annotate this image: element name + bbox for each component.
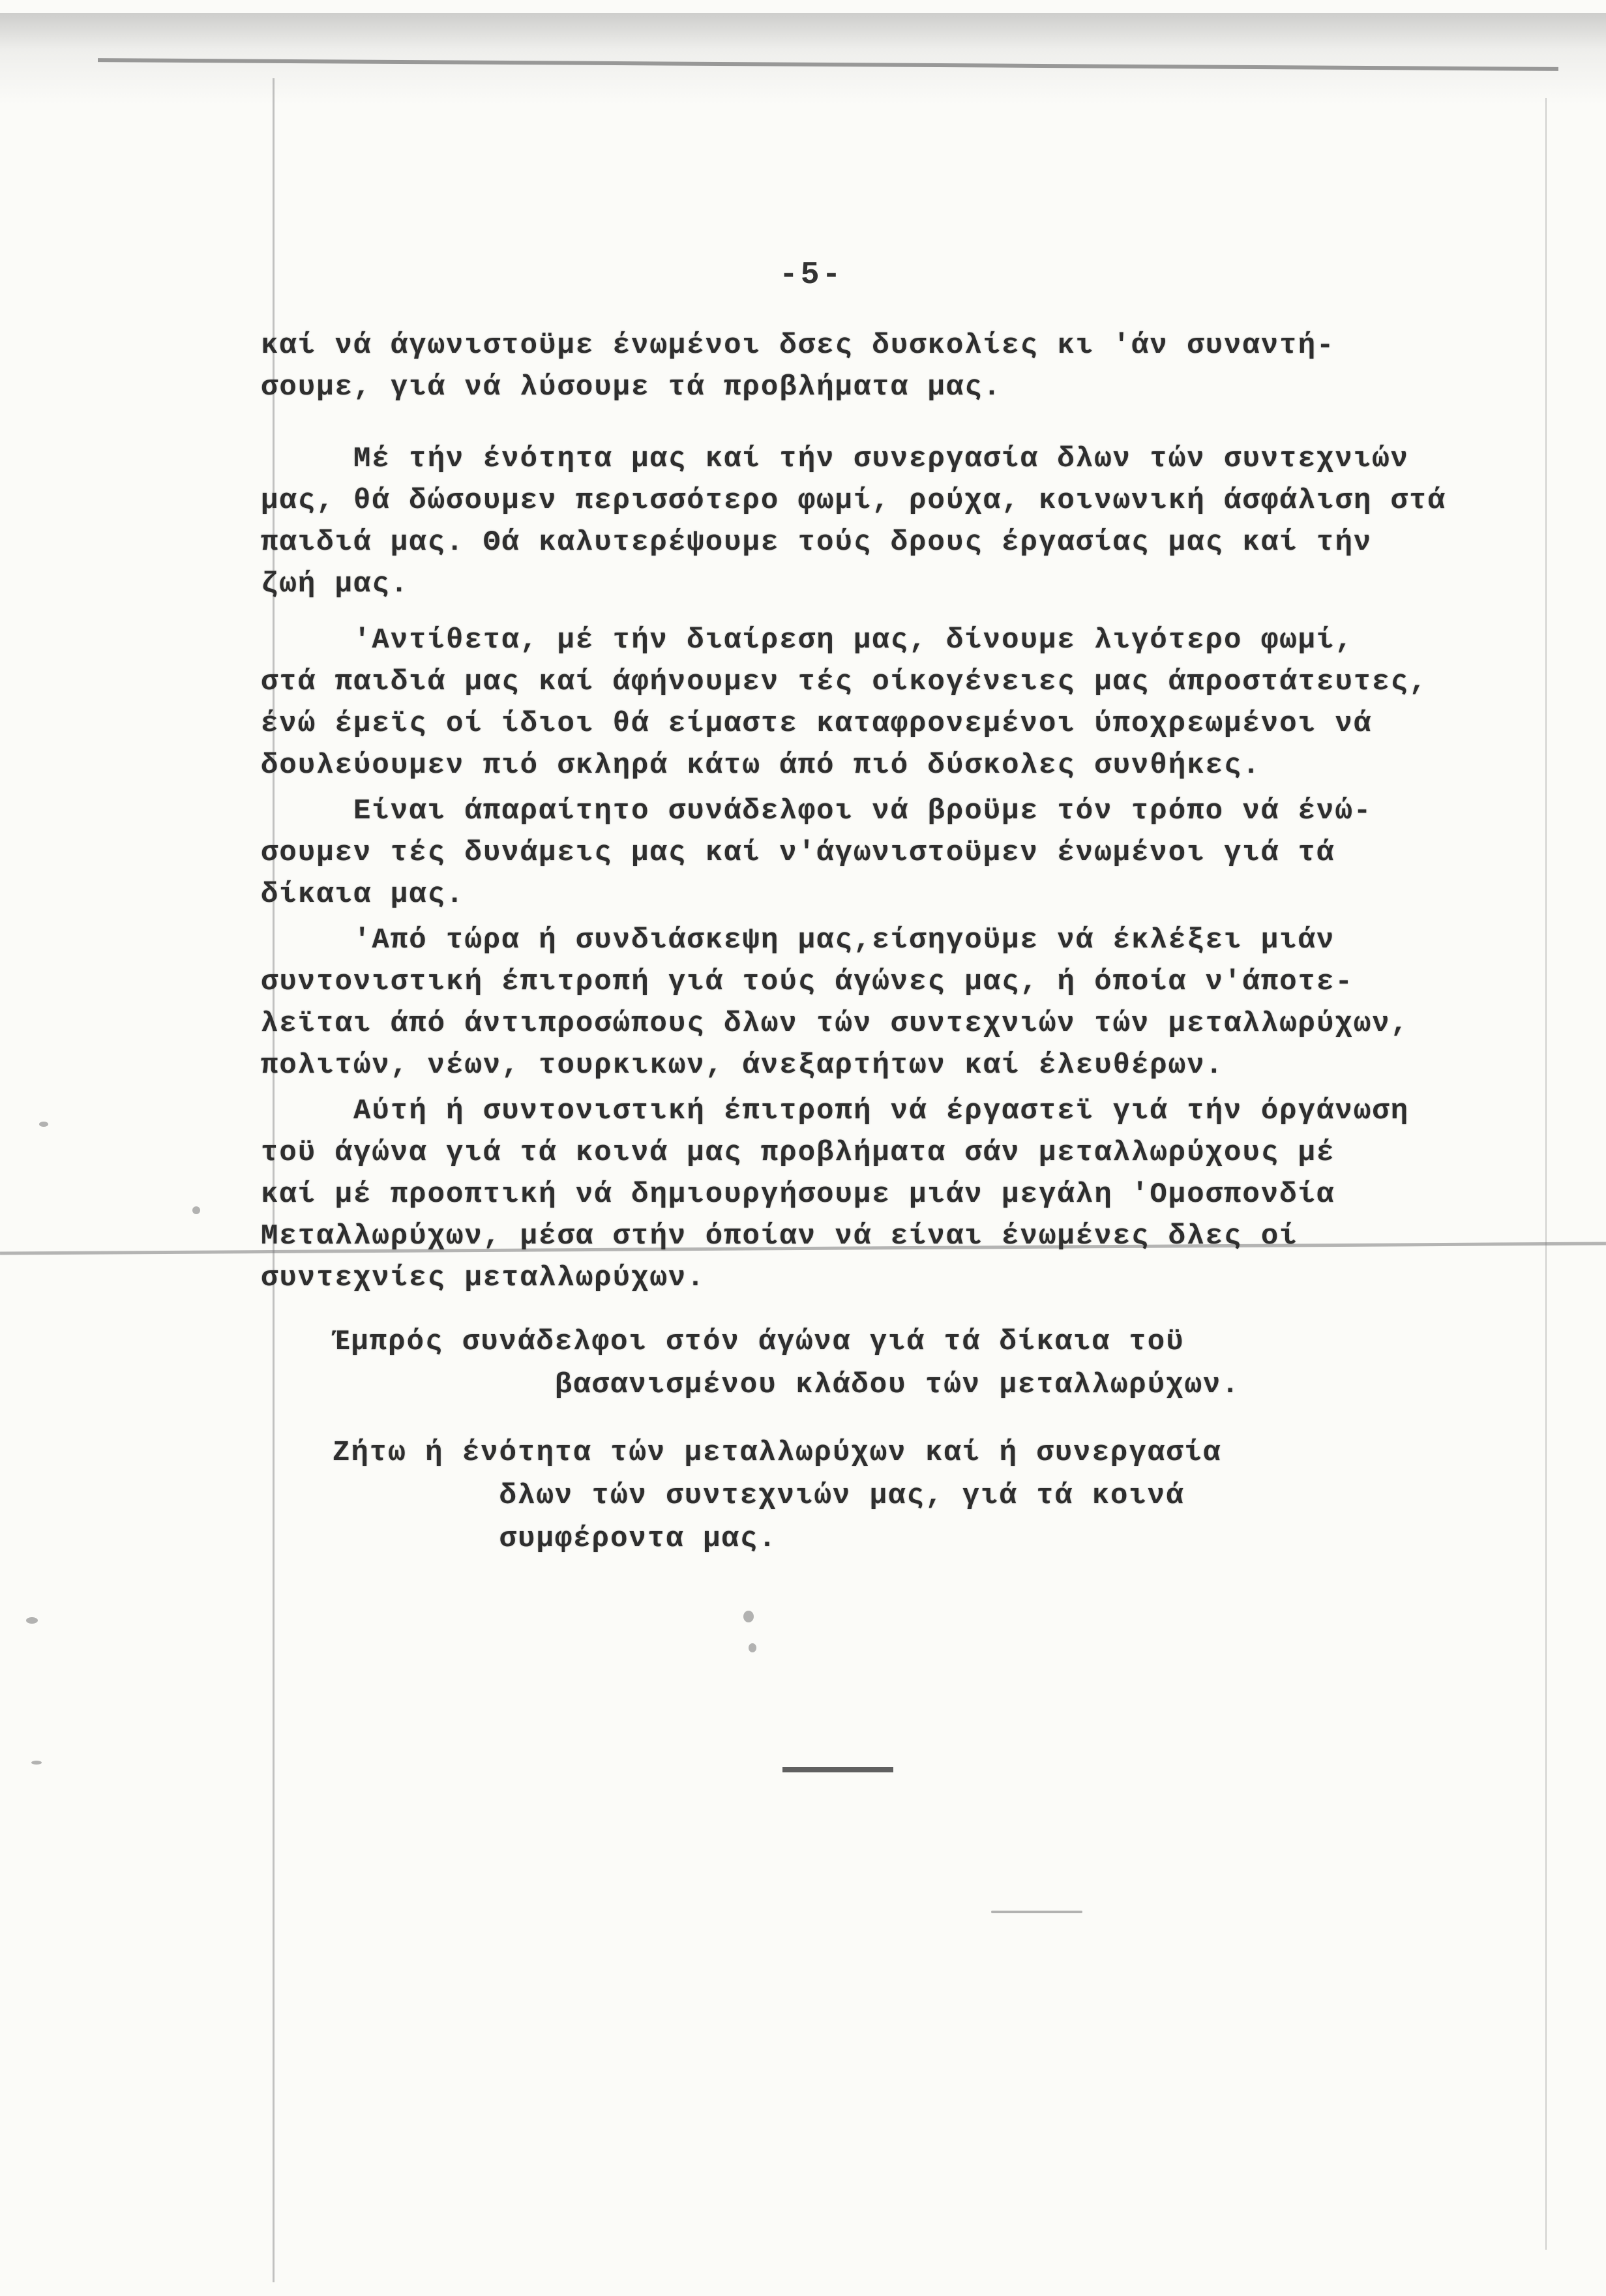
speck xyxy=(31,1761,42,1765)
speck xyxy=(743,1611,754,1622)
speck xyxy=(39,1122,48,1127)
page-number: -5- xyxy=(779,258,844,293)
paragraph-5: 'Από τώρα ή συνδιάσκεψη μας,είσηγοϋμε νά έκλέξει μιάν συντονιστική έπιτροπή γιά τούς άγώνες μας, ή όποία ν'άποτε- λεϊται άπό άντιπροσώπους δλων τών συντεχνιών τών μεταλλωρύχων, πολιτών, νέων, τουρκικων, άνεξαρτήτων καί έλευθέρων. xyxy=(261,924,1410,1082)
closing-appeal: Έμπρός συνάδελφοι στόν άγώνα γιά τά δίκαια τοϋ βασανισμένου κλάδου τών μεταλλωρύχων. xyxy=(333,1326,1240,1401)
speck xyxy=(749,1643,756,1652)
paragraph-6: Αύτή ή συντονιστική έπιτροπή νά έργαστεϊ γιά τήν όργάνωση τοϋ άγώνα γιά τά κοινά μας προβλήματα σάν μεταλλωρύχους μέ καί μέ προοπτική νά δημιουργήσουμε μιάν μεγάλη 'Ομοσπονδία Μεταλλωρύχων, μέσα στήν όποίαν νά είναι ένωμένες δλες οί συντεχνίες μεταλλωρύχων. xyxy=(261,1095,1410,1294)
paragraph-3: 'Αντίθετα, μέ τήν διαίρεση μας, δίνουμε λιγότερο φωμί, στά παιδιά μας καί άφήνουμεν τές οίκογένειες μας άπροστάτευτες, ένώ έμεϊς οί ίδιοι θά είμαστε καταφρονεμένοι ύποχρεωμένοι νά δουλεύουμεν πιό σκληρά κάτω άπό πιό δύσκολες συνθήκες. xyxy=(261,624,1428,782)
paragraph-4: Είναι άπαραίτητο συνάδελφοι νά βροϋμε τόν τρόπο νά ένώ- σουμεν τές δυνάμεις μας καί ν'άγωνιστοϋμεν ένωμένοι γιά τά δίκαια μας. xyxy=(261,795,1373,911)
paragraph-1: καί νά άγωνιστοϋμε ένωμένοι δσες δυσκολίες κι 'άν συναντή- σουμε, γιά νά λύσουμε τά προβλήματα μας. xyxy=(261,329,1335,404)
paragraph-2: Μέ τήν ένότητα μας καί τήν συνεργασία δλων τών συντεχνιών μας, θά δώσουμεν περισσότερο φωμί, ρούχα, κοινωνική άσφάλιση στά παιδιά μας. Θά καλυτερέψουμε τούς δρους έργασίας μας καί τήν ζωή μας. xyxy=(261,443,1446,601)
speck xyxy=(991,1911,1082,1913)
end-rule xyxy=(782,1767,893,1772)
speck xyxy=(192,1206,200,1214)
closing-slogan: Ζήτω ή ένότητα τών μεταλλωρύχων καί ή συνεργασία δλων τών συντεχνιών μας, γιά τά κοινά συμφέροντα μας. xyxy=(333,1437,1222,1555)
right-margin-line xyxy=(1545,98,1547,2250)
speck xyxy=(26,1617,38,1624)
